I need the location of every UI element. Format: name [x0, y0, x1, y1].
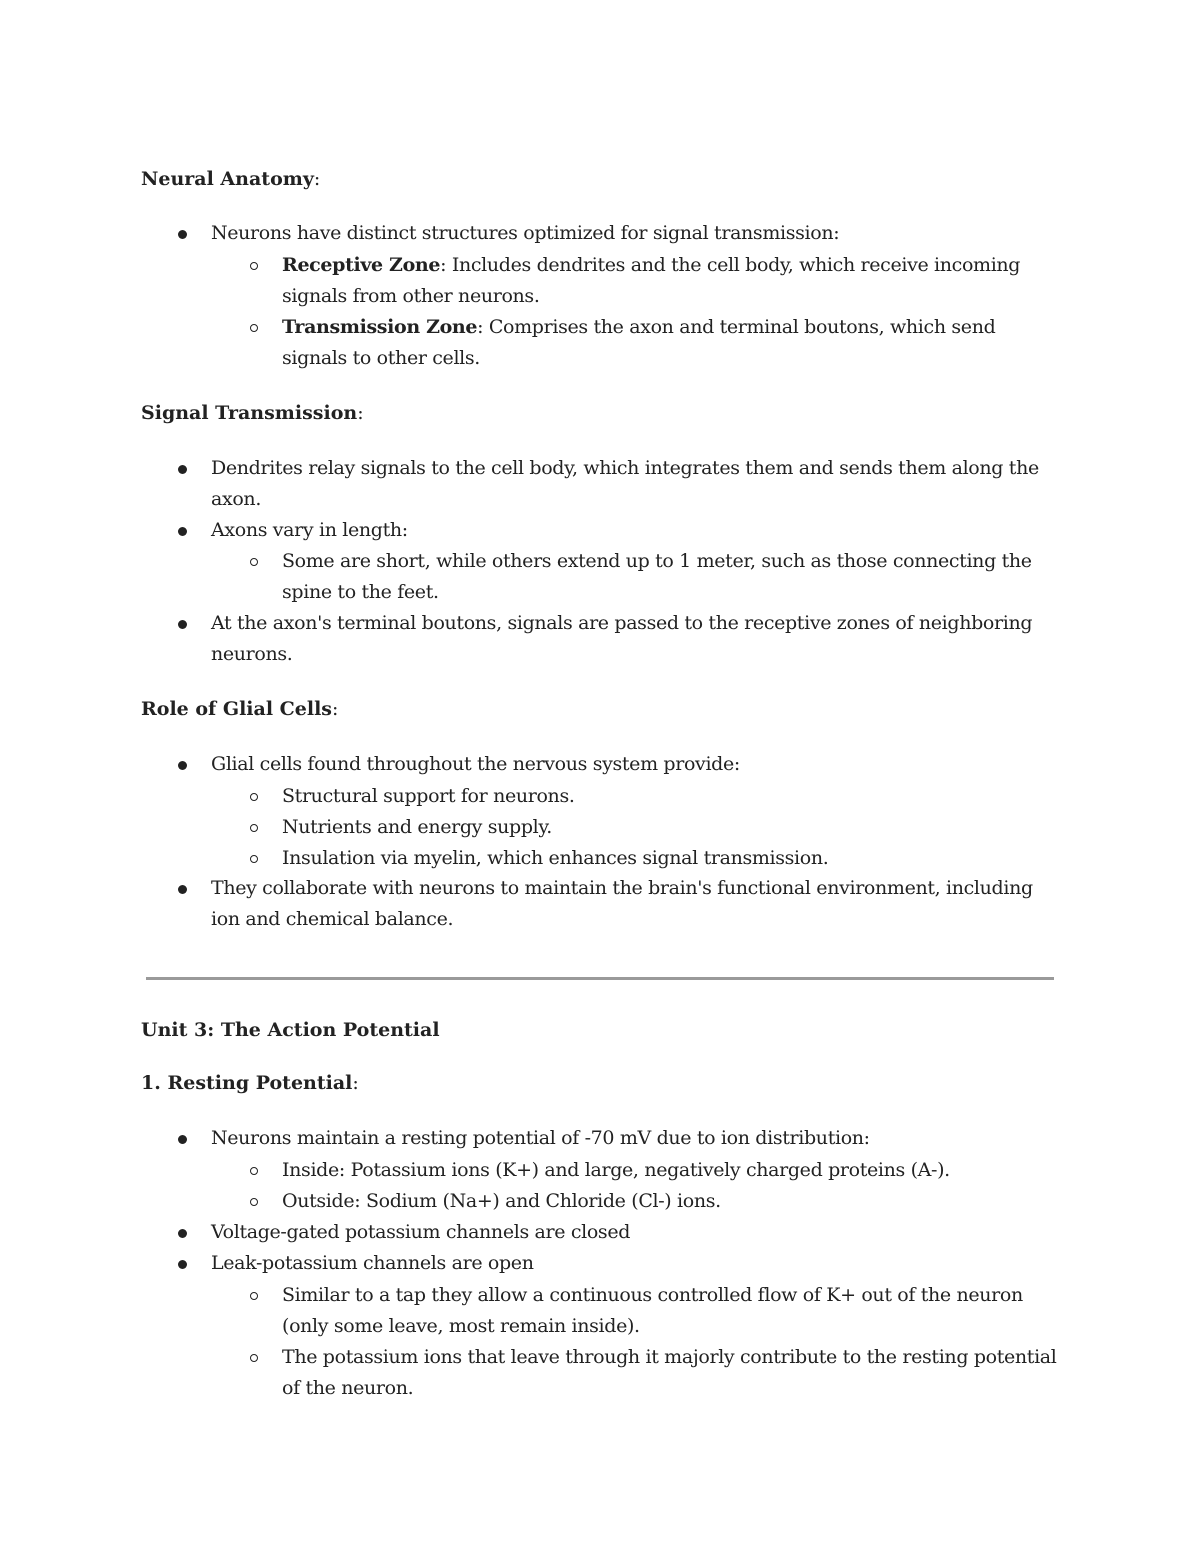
bullet-dot-icon	[178, 885, 187, 894]
heading-text: 1. Resting Potential	[141, 1072, 353, 1094]
sub-list-item: Similar to a tap they allow a continuous controlled flow of K+ out of the neuron	[282, 1284, 1023, 1306]
heading-text: Neural Anatomy	[141, 168, 314, 190]
list-item-continuation: neurons.	[211, 643, 293, 665]
sub-list-item	[282, 250, 1020, 281]
list-item-continuation: axon.	[211, 488, 262, 510]
heading-text: Signal Transmission	[141, 402, 358, 424]
list-item: Glial cells found throughout the nervous system provide:	[211, 753, 740, 775]
sub-list-item-continuation: of the neuron.	[282, 1377, 414, 1399]
sub-list-item: Structural support for neurons.	[282, 785, 575, 807]
sub-list-item: Some are short, while others extend up to 1 meter, such as those connecting the	[282, 550, 1032, 572]
bullet-circle-icon	[250, 855, 258, 863]
bullet-circle-icon	[250, 1167, 258, 1175]
heading-colon: :	[357, 402, 364, 424]
list-item: Dendrites relay signals to the cell body, which integrates them and sends them along the	[211, 457, 1039, 479]
bullet-circle-icon	[250, 1354, 258, 1362]
bullet-dot-icon	[178, 527, 187, 536]
bullet-circle-icon	[250, 1198, 258, 1206]
sub-list-item: The potassium ions that leave through it majorly contribute to the resting potential	[282, 1346, 1057, 1368]
list-item: At the axon's terminal boutons, signals are passed to the receptive zones of neighboring	[211, 612, 1033, 634]
bullet-dot-icon	[178, 1135, 187, 1144]
section-heading-resting-potential	[141, 1068, 359, 1099]
sub-list-item	[282, 312, 995, 343]
term-label: Receptive Zone	[282, 254, 441, 276]
sub-list-item: Inside: Potassium ions (K+) and large, negatively charged proteins (A-).	[282, 1159, 950, 1181]
sub-list-item: Insulation via myelin, which enhances signal transmission.	[282, 847, 829, 869]
heading-text: Unit 3: The Action Potential	[141, 1019, 440, 1041]
term-text: : Comprises the axon and terminal boutons, which send	[477, 316, 996, 338]
sub-list-item: Nutrients and energy supply.	[282, 816, 552, 838]
heading-text: Role of Glial Cells	[141, 698, 332, 720]
heading-colon: :	[332, 698, 339, 720]
list-item: Neurons maintain a resting potential of -70 mV due to ion distribution:	[211, 1127, 870, 1149]
bullet-circle-icon	[250, 824, 258, 832]
term-text: : Includes dendrites and the cell body, which receive incoming	[440, 254, 1021, 276]
horizontal-rule	[146, 977, 1054, 980]
section-heading-signal-transmission	[141, 398, 364, 429]
list-item: Neurons have distinct structures optimized for signal transmission:	[211, 222, 840, 244]
unit-heading	[141, 1015, 440, 1046]
bullet-dot-icon	[178, 230, 187, 239]
term-label: Transmission Zone	[282, 316, 478, 338]
section-heading-glial-cells	[141, 694, 338, 725]
bullet-dot-icon	[178, 1229, 187, 1238]
bullet-dot-icon	[178, 1260, 187, 1269]
heading-colon: :	[352, 1072, 359, 1094]
bullet-dot-icon	[178, 465, 187, 474]
sub-list-item: Outside: Sodium (Na+) and Chloride (Cl-) ions.	[282, 1190, 721, 1212]
sub-list-item-continuation: signals from other neurons.	[282, 285, 540, 307]
bullet-circle-icon	[250, 324, 258, 332]
bullet-dot-icon	[178, 620, 187, 629]
sub-list-item-continuation: signals to other cells.	[282, 347, 480, 369]
bullet-circle-icon	[250, 1292, 258, 1300]
bullet-circle-icon	[250, 262, 258, 270]
section-heading-neural-anatomy	[141, 164, 320, 195]
bullet-dot-icon	[178, 761, 187, 770]
list-item: They collaborate with neurons to maintain the brain's functional environment, including	[211, 877, 1033, 899]
list-item: Voltage-gated potassium channels are closed	[211, 1221, 631, 1243]
bullet-circle-icon	[250, 558, 258, 566]
sub-list-item-continuation: (only some leave, most remain inside).	[282, 1315, 640, 1337]
list-item: Leak-potassium channels are open	[211, 1252, 534, 1274]
heading-colon: :	[313, 168, 321, 190]
sub-list-item-continuation: spine to the feet.	[282, 581, 439, 603]
list-item: Axons vary in length:	[211, 519, 408, 541]
bullet-circle-icon	[250, 793, 258, 801]
list-item-continuation: ion and chemical balance.	[211, 908, 454, 930]
